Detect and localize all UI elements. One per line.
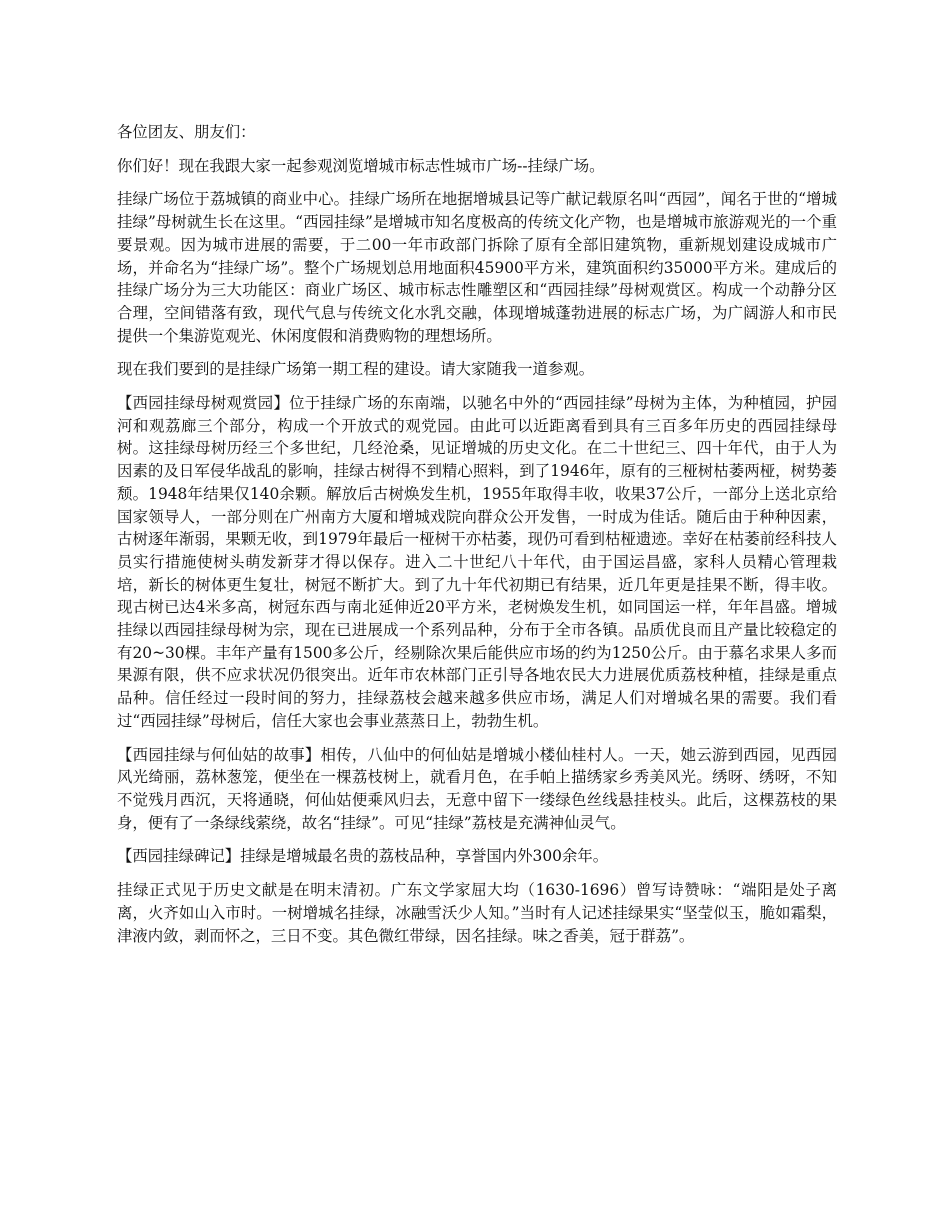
stele-paragraph: 【西园挂绿碑记】挂绿是增城最名贵的荔枝品种，享誉国内外300余年。 xyxy=(117,847,609,866)
first-phase-paragraph: 现在我们要到的是挂绿广场第一期工程的建设。请大家随我一道参观。 xyxy=(117,360,595,379)
history-paragraph: 挂绿正式见于历史文献是在明末清初。广东文学家屈大均（1630-1696）曾写诗赞咏：“端阳是处子离离，火齐如山入市时。一树增城名挂绿，冰融雪沃少人知。”当时有人记述挂绿果实“坚莹似玉，脆如霜梨，津液内敛，剥而怀之，三日不变。其色微红带绿，因名挂绿。味之香美，冠于群荔”。 xyxy=(117,881,837,945)
intro-paragraph: 你们好！现在我跟大家一起参观浏览增城市标志性城市广场--挂绿广场。 xyxy=(117,156,605,175)
legend-paragraph: 【西园挂绿与何仙姑的故事】相传，八仙中的何仙姑是增城小楼仙桂村人。一天，她云游到西园，见西园风光绮丽，荔林葱笼，便坐在一棵荔枝树上，就看月色，在手帕上描绣家乡秀美风光。绣呀、绣呀，不知不觉残月西沉，天将通晓，何仙姑便乘风归去，无意中留下一缕绿色丝线悬挂枝头。此后，这棵荔枝的果身，便有了一条绿线萦绕，故名“挂绿”。可见“挂绿”荔枝是充满神仙灵气。 xyxy=(117,745,837,832)
mother-tree-paragraph: 【西园挂绿母树观赏园】位于挂绿广场的东南端，以驰名中外的“西园挂绿”母树为主体，为种植园，护园河和观荔廊三个部分，构成一个开放式的观党园。由此可以近距离看到具有三百多年历史的西园挂绿母树。这挂绿母树历经三个多世纪，几经沧桑，见证增城的历史文化。在二十世纪三、四十年代，由于人为因素的及日军侵华战乱的影响，挂绿古树得不到精心照料，到了1946年，原有的三桠树枯萎两桠，树势萎颓。1948年结果仅140余颗。解放后古树焕发生机，1955年取得丰收，收果37公斤，一部分上送北京给国家领导人，一部分则在广州南方大厦和增城戏院向群众公开发售，一时成为佳话。随后由于种种因素，古树逐年渐弱，果颗无收，到1979年最后一桠树干亦枯萎，现仍可看到枯桠遗迹。幸好在枯萎前经科技人员实行措施使树头萌发新芽才得以保存。进入二十世纪八十年代，由于国运昌盛，家科人员精心管理栽培，新长的树体更生复壮，树冠不断扩大。到了九十年代初期已有结果，近几年更是挂果不断，得丰收。现古树已达4米多高，树冠东西与南北延伸近20平方米，老树焕发生机，如同国运一样，年年昌盛。增城挂绿以西园挂绿母树为宗，现在已进展成一个系列品种，分布于全市各镇。品质优良而且产量比较稳定的有20~30棵。丰年产量有1500多公斤，经剔除次果后能供应市场的约为1250公斤。由于慕名求果人多而果源有限，供不应求状况仍很突出。近年市农林部门正引导各地农民大力进展优质荔枝种植，挂绿是重点品种。信任经过一段时间的努力，挂绿荔枝会越来越多供应市场，满足人们对增城名果的需要。我们看过“西园挂绿”母树后，信任大家也会事业蒸蒸日上，勃勃生机。 xyxy=(117,394,837,730)
document-body xyxy=(117,121,837,958)
greeting-paragraph: 各位团友、朋友们： xyxy=(117,123,256,141)
plaza-overview-paragraph: 挂绿广场位于荔城镇的商业中心。挂绿广场所在地据增城县记等广献记载原名叫“西园”，闻名于世的“增城挂绿”母树就生长在这里。“西园挂绿”是增城市知名度极高的传统文化产物，也是增城市旅游观光的一个重要景观。因为城市进展的需要，于二00一年市政部门拆除了原有全部旧建筑物，重新规划建设成城市广场，并命名为“挂绿广场”。整个广场规划总用地面积45900平方米，建筑面积约35000平方米。建成后的挂绿广场分为三大功能区：商业广场区、城市标志性雕塑区和“西园挂绿”母树观赏区。构成一个动静分区合理，空间错落有致，现代气息与传统文化水乳交融，体现增城蓬勃进展的标志广场，为广阔游人和市民提供一个集游览观光、休闲度假和消费购物的理想场所。 xyxy=(117,190,837,345)
